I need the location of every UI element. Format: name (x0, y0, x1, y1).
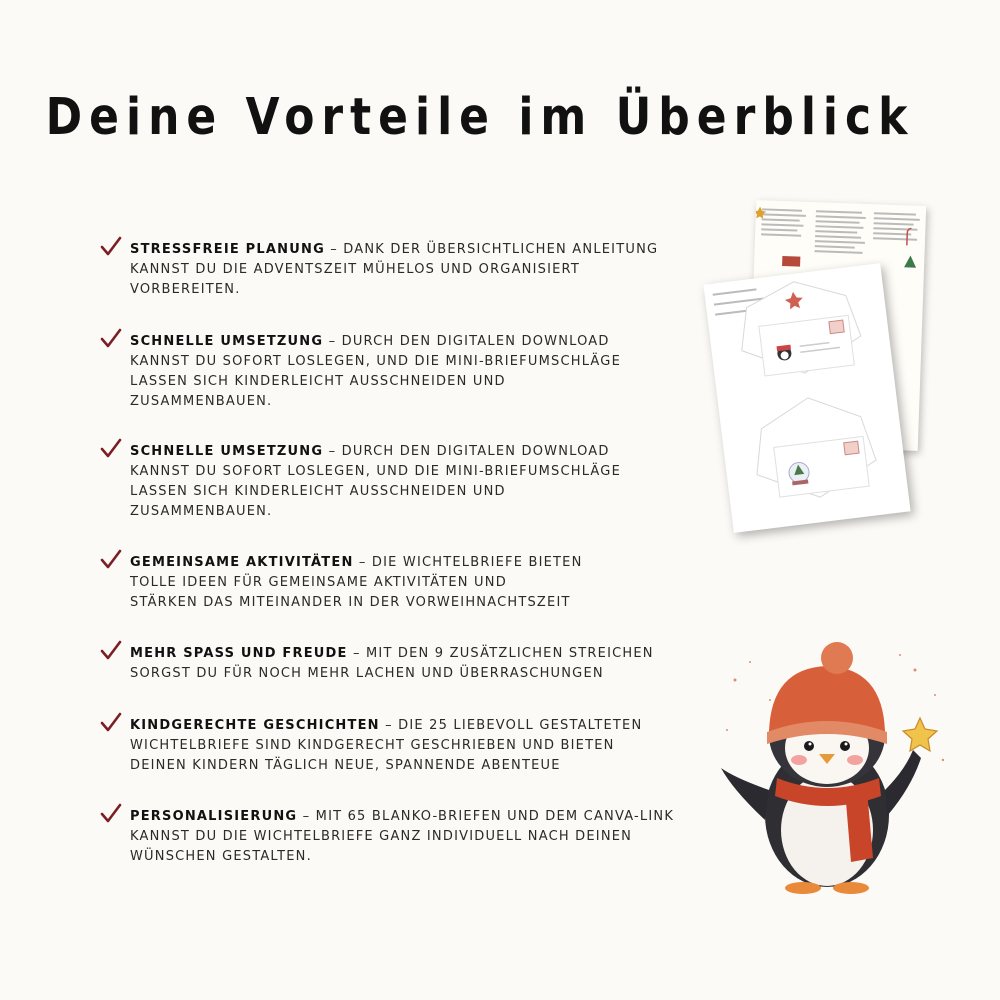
checkmark-icon (100, 549, 122, 571)
benefit-text (130, 553, 700, 613)
benefit-description: – MIT DEN 9 ZUSÄTZLICHEN STREICHEN SORGST DU FÜR NOCH MEHR LACHEN UND ÜBERRASCHUNGEN (130, 646, 654, 681)
benefit-title: GEMEINSAME AKTIVITÄTEN (130, 555, 354, 570)
benefit-title: PERSONALISIERUNG (130, 809, 298, 824)
benefit-description: – DIE 25 LIEBEVOLL GESTALTETEN WICHTELBRIEFE SIND KINDGERECHT GESCHRIEBEN UND BIETEN DEINEN KINDERN TÄGLICH NEUE, SPANNENDE ABENTEUE (130, 718, 643, 773)
benefit-text (130, 807, 700, 867)
benefit-description: – DURCH DEN DIGITALEN DOWNLOAD KANNST DU SOFORT LOSLEGEN, UND DIE MINI-BRIEFUMSCHLÄGE LASSEN SICH KINDERLEICHT AUSSCHNEIDEN UND ZUSAMMENBAUEN. (130, 334, 621, 409)
checkmark-icon (100, 640, 122, 662)
benefit-title: SCHNELLE UMSETZUNG (130, 444, 324, 459)
benefit-description: – DIE WICHTELBRIEFE BIETEN TOLLE IDEEN FÜR GEMEINSAME AKTIVITÄTEN UND STÄRKEN DAS MITEINANDER IN DER VORWEIHNACHTSZEIT (130, 555, 583, 610)
page-title: Deine Vorteile im Überblick (45, 88, 915, 147)
checkmark-icon (100, 803, 122, 825)
benefit-text (130, 716, 700, 776)
checkmark-icon (100, 712, 122, 734)
benefit-text (130, 442, 700, 522)
product-mockup (700, 195, 940, 535)
penguin-illustration (715, 640, 955, 900)
benefit-description: – DANK DER ÜBERSICHTLICHEN ANLEITUNG KANNST DU DIE ADVENTSZEIT MÜHELOS UND ORGANISIERT VORBEREITEN. (130, 242, 659, 297)
checkmark-icon (100, 438, 122, 460)
benefit-description: – DURCH DEN DIGITALEN DOWNLOAD KANNST DU SOFORT LOSLEGEN, UND DIE MINI-BRIEFUMSCHLÄGE LASSEN SICH KINDERLEICHT AUSSCHNEIDEN UND ZUSAMMENBAUEN. (130, 444, 621, 519)
benefit-title: STRESSFREIE PLANUNG (130, 242, 325, 257)
benefit-title: MEHR SPASS UND FREUDE (130, 646, 348, 661)
checkmark-icon (100, 328, 122, 350)
benefit-text (130, 644, 700, 684)
benefit-title: KINDGERECHTE GESCHICHTEN (130, 718, 380, 733)
benefit-text (130, 332, 700, 412)
checkmark-icon (100, 236, 122, 258)
benefit-title: SCHNELLE UMSETZUNG (130, 334, 324, 349)
benefit-text (130, 240, 700, 300)
benefit-description: – MIT 65 BLANKO-BRIEFEN UND DEM CANVA-LINK KANNST DU DIE WICHTELBRIEFE GANZ INDIVIDUELL NACH DEINEN WÜNSCHEN GESTALTEN. (130, 809, 675, 864)
envelope-sheet-preview (703, 263, 910, 533)
envelope-sheet-drawing (703, 263, 910, 533)
